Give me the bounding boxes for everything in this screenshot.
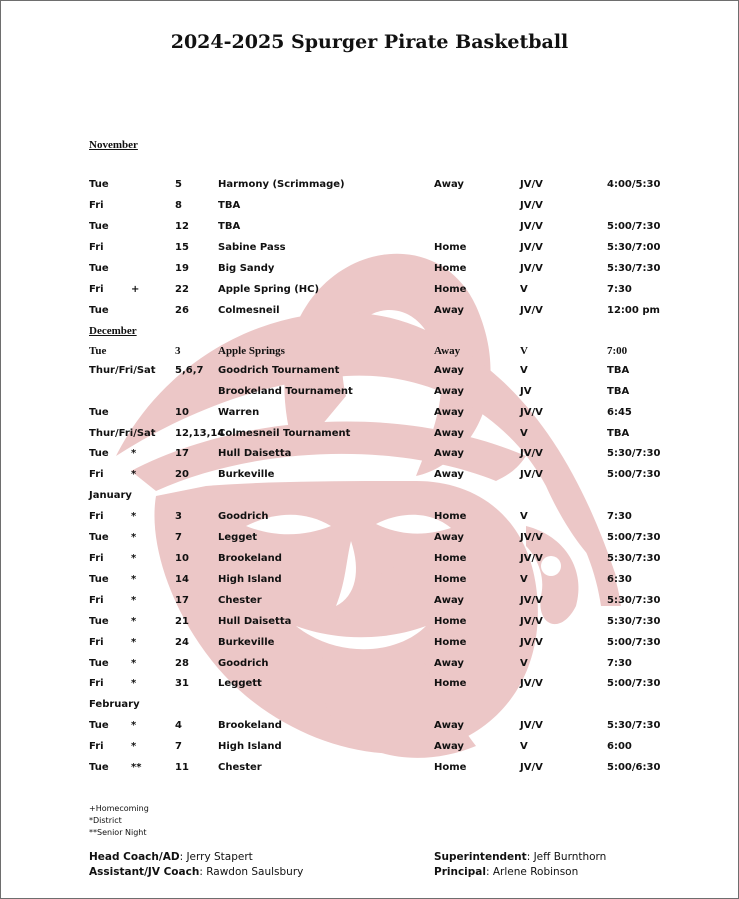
time-cell: 7:30 <box>607 658 632 669</box>
table-row <box>1 656 738 672</box>
time-cell: 5:00/7:30 <box>607 678 661 689</box>
opponent-cell: Apple Spring (HC) <box>218 284 320 295</box>
page-title: 2024-2025 Spurger Pirate Basketball <box>170 31 569 53</box>
head-coach-name: Jerry Stapert <box>186 851 253 863</box>
location-cell: Away <box>434 532 464 543</box>
level-cell: JV/V <box>520 469 543 480</box>
mark-cell: * <box>131 741 137 752</box>
opponent-cell: TBA <box>218 221 241 232</box>
opponent-cell: Leggett <box>218 678 262 689</box>
day-cell: Tue <box>89 448 109 459</box>
mark-cell: * <box>131 595 137 606</box>
date-cell: 4 <box>175 720 182 731</box>
time-cell: 5:00/6:30 <box>607 762 661 773</box>
day-cell: Thur/Fri/Sat <box>89 365 156 376</box>
legend-senior-night: **Senior Night <box>89 828 147 837</box>
location-cell: Away <box>434 448 464 459</box>
time-cell: 6:00 <box>607 741 632 752</box>
time-cell: 5:30/7:00 <box>607 242 661 253</box>
mark-cell: * <box>131 616 137 627</box>
superintendent-line: Superintendent: Jeff Burnthorn <box>434 851 607 863</box>
time-cell: 5:00/7:30 <box>607 469 661 480</box>
date-cell: 15 <box>175 242 189 253</box>
date-cell: 11 <box>175 762 189 773</box>
location-cell: Home <box>434 616 467 627</box>
time-cell: 5:00/7:30 <box>607 532 661 543</box>
table-row <box>1 760 738 776</box>
principal-name: Arlene Robinson <box>492 866 579 878</box>
level-cell: JV/V <box>520 762 543 773</box>
time-cell: 6:30 <box>607 574 632 585</box>
opponent-cell: High Island <box>218 574 282 585</box>
time-cell: 5:00/7:30 <box>607 637 661 648</box>
principal-label: Principal <box>434 866 486 878</box>
level-cell: JV/V <box>520 553 543 564</box>
location-cell: Home <box>434 263 467 274</box>
level-cell: JV/V <box>520 263 543 274</box>
table-row <box>1 303 738 319</box>
level-cell: JV/V <box>520 532 543 543</box>
month-heading-november: November <box>89 139 138 151</box>
level-cell: JV <box>520 386 532 397</box>
opponent-cell: Sabine Pass <box>218 242 286 253</box>
day-cell: Tue <box>89 532 109 543</box>
opponent-cell: Hull Daisetta <box>218 448 292 459</box>
opponent-cell: Chester <box>218 762 262 773</box>
mark-cell: * <box>131 637 137 648</box>
date-cell: 3 <box>175 345 181 357</box>
day-cell: Fri <box>89 469 104 480</box>
time-cell: 7:30 <box>607 511 632 522</box>
opponent-cell: Goodrich <box>218 658 269 669</box>
level-cell: JV/V <box>520 221 543 232</box>
date-cell: 10 <box>175 553 189 564</box>
time-cell: 7:30 <box>607 284 632 295</box>
location-cell: Away <box>434 720 464 731</box>
assistant-coach-line: Assistant/JV Coach: Rawdon Saulsbury <box>89 866 304 878</box>
day-cell: Tue <box>89 263 109 274</box>
level-cell: JV/V <box>520 200 543 211</box>
location-cell: Home <box>434 553 467 564</box>
table-row <box>1 446 738 462</box>
opponent-cell: Brookeland <box>218 720 282 731</box>
level-cell: JV/V <box>520 179 543 190</box>
mark-cell: * <box>131 469 137 480</box>
date-cell: 26 <box>175 305 189 316</box>
date-cell: 5 <box>175 179 182 190</box>
table-row <box>1 177 738 193</box>
table-row <box>1 198 738 214</box>
date-cell: 12 <box>175 221 189 232</box>
opponent-cell: Legget <box>218 532 258 543</box>
month-heading-february: February <box>89 699 140 710</box>
opponent-cell: Colmesneil Tournament <box>218 428 351 439</box>
legend-homecoming: +Homecoming <box>89 804 149 813</box>
mark-cell: * <box>131 511 137 522</box>
month-heading-january: January <box>89 490 132 501</box>
principal-line: Principal: Arlene Robinson <box>434 866 579 878</box>
time-cell: 6:45 <box>607 407 632 418</box>
day-cell: Tue <box>89 762 109 773</box>
location-cell: Away <box>434 386 464 397</box>
table-row <box>1 363 738 379</box>
table-row <box>1 739 738 755</box>
superintendent-label: Superintendent <box>434 851 527 863</box>
day-cell: Fri <box>89 678 104 689</box>
day-cell: Tue <box>89 305 109 316</box>
head-coach-label: Head Coach/AD <box>89 851 180 863</box>
location-cell: Home <box>434 284 467 295</box>
table-row <box>1 614 738 630</box>
table-row <box>1 635 738 651</box>
opponent-cell: High Island <box>218 741 282 752</box>
month-heading-december: December <box>89 325 137 337</box>
level-cell: JV/V <box>520 448 543 459</box>
assistant-coach-label: Assistant/JV Coach <box>89 866 200 878</box>
date-cell: 5,6,7 <box>175 365 204 376</box>
table-row <box>1 718 738 734</box>
date-cell: 17 <box>175 448 189 459</box>
time-cell: 5:30/7:30 <box>607 263 661 274</box>
opponent-cell: Burkeville <box>218 469 275 480</box>
location-cell: Away <box>434 345 461 357</box>
mark-cell: * <box>131 678 137 689</box>
day-cell: Tue <box>89 616 109 627</box>
day-cell: Fri <box>89 595 104 606</box>
date-cell: 12,13,14 <box>175 428 225 439</box>
opponent-cell: Chester <box>218 595 262 606</box>
level-cell: V <box>520 284 528 295</box>
location-cell: Away <box>434 469 464 480</box>
location-cell: Away <box>434 658 464 669</box>
opponent-cell: TBA <box>218 200 241 211</box>
location-cell: Home <box>434 678 467 689</box>
day-cell: Tue <box>89 574 109 585</box>
level-cell: JV/V <box>520 720 543 731</box>
location-cell: Away <box>434 365 464 376</box>
location-cell: Home <box>434 762 467 773</box>
legend-district: *District <box>89 816 122 825</box>
opponent-cell: Brookeland Tournament <box>218 386 353 397</box>
opponent-cell: Goodrich <box>218 511 269 522</box>
day-cell: Fri <box>89 200 104 211</box>
table-row <box>1 384 738 400</box>
mark-cell: * <box>131 532 137 543</box>
time-cell: 5:30/7:30 <box>607 553 661 564</box>
table-row <box>1 219 738 235</box>
day-cell: Thur/Fri/Sat <box>89 428 156 439</box>
time-cell: TBA <box>607 386 630 397</box>
opponent-cell: Colmesneil <box>218 305 280 316</box>
level-cell: V <box>520 574 528 585</box>
level-cell: V <box>520 658 528 669</box>
table-row <box>1 343 738 359</box>
mark-cell: * <box>131 658 137 669</box>
location-cell: Home <box>434 637 467 648</box>
date-cell: 14 <box>175 574 189 585</box>
location-cell: Home <box>434 511 467 522</box>
level-cell: V <box>520 345 528 357</box>
level-cell: JV/V <box>520 242 543 253</box>
table-row <box>1 240 738 256</box>
time-cell: TBA <box>607 365 630 376</box>
table-row <box>1 509 738 525</box>
date-cell: 31 <box>175 678 189 689</box>
mark-cell: * <box>131 448 137 459</box>
level-cell: JV/V <box>520 678 543 689</box>
mark-cell: + <box>131 284 140 295</box>
day-cell: Tue <box>89 179 109 190</box>
level-cell: JV/V <box>520 407 543 418</box>
opponent-cell: Hull Daisetta <box>218 616 292 627</box>
date-cell: 7 <box>175 532 182 543</box>
superintendent-name: Jeff Burnthorn <box>533 851 607 863</box>
day-cell: Fri <box>89 242 104 253</box>
location-cell: Away <box>434 595 464 606</box>
time-cell: 5:30/7:30 <box>607 595 661 606</box>
level-cell: V <box>520 741 528 752</box>
table-row <box>1 593 738 609</box>
date-cell: 28 <box>175 658 189 669</box>
day-cell: Fri <box>89 284 104 295</box>
time-cell: 12:00 pm <box>607 305 660 316</box>
location-cell: Away <box>434 428 464 439</box>
opponent-cell: Apple Springs <box>218 345 285 357</box>
assistant-coach-name: Rawdon Saulsbury <box>206 866 304 878</box>
date-cell: 17 <box>175 595 189 606</box>
location-cell: Away <box>434 741 464 752</box>
opponent-cell: Goodrich Tournament <box>218 365 340 376</box>
date-cell: 22 <box>175 284 189 295</box>
day-cell: Fri <box>89 553 104 564</box>
level-cell: JV/V <box>520 305 543 316</box>
time-cell: 5:30/7:30 <box>607 616 661 627</box>
date-cell: 19 <box>175 263 189 274</box>
location-cell: Away <box>434 407 464 418</box>
date-cell: 21 <box>175 616 189 627</box>
time-cell: 4:00/5:30 <box>607 179 661 190</box>
date-cell: 24 <box>175 637 189 648</box>
head-coach-line: Head Coach/AD: Jerry Stapert <box>89 851 253 863</box>
location-cell: Away <box>434 179 464 190</box>
date-cell: 7 <box>175 741 182 752</box>
opponent-cell: Big Sandy <box>218 263 275 274</box>
level-cell: JV/V <box>520 616 543 627</box>
table-row <box>1 282 738 298</box>
table-row <box>1 551 738 567</box>
table-row <box>1 405 738 421</box>
day-cell: Fri <box>89 741 104 752</box>
level-cell: V <box>520 428 528 439</box>
opponent-cell: Brookeland <box>218 553 282 564</box>
time-cell: 7:00 <box>607 345 628 357</box>
opponent-cell: Burkeville <box>218 637 275 648</box>
day-cell: Tue <box>89 221 109 232</box>
location-cell: Home <box>434 574 467 585</box>
day-cell: Fri <box>89 637 104 648</box>
table-row <box>1 572 738 588</box>
mark-cell: * <box>131 553 137 564</box>
level-cell: V <box>520 511 528 522</box>
time-cell: TBA <box>607 428 630 439</box>
date-cell: 20 <box>175 469 189 480</box>
time-cell: 5:00/7:30 <box>607 221 661 232</box>
day-cell: Tue <box>89 407 109 418</box>
table-row <box>1 530 738 546</box>
level-cell: JV/V <box>520 637 543 648</box>
opponent-cell: Warren <box>218 407 260 418</box>
mark-cell: ** <box>131 762 142 773</box>
day-cell: Tue <box>89 345 107 357</box>
mark-cell: * <box>131 574 137 585</box>
day-cell: Tue <box>89 658 109 669</box>
mark-cell: * <box>131 720 137 731</box>
time-cell: 5:30/7:30 <box>607 720 661 731</box>
level-cell: JV/V <box>520 595 543 606</box>
table-row <box>1 261 738 277</box>
table-row <box>1 676 738 692</box>
date-cell: 3 <box>175 511 182 522</box>
opponent-cell: Harmony (Scrimmage) <box>218 179 345 190</box>
day-cell: Fri <box>89 511 104 522</box>
table-row <box>1 467 738 483</box>
date-cell: 8 <box>175 200 182 211</box>
date-cell: 10 <box>175 407 189 418</box>
table-row <box>1 426 738 442</box>
location-cell: Home <box>434 242 467 253</box>
location-cell: Away <box>434 305 464 316</box>
level-cell: V <box>520 365 528 376</box>
day-cell: Tue <box>89 720 109 731</box>
time-cell: 5:30/7:30 <box>607 448 661 459</box>
